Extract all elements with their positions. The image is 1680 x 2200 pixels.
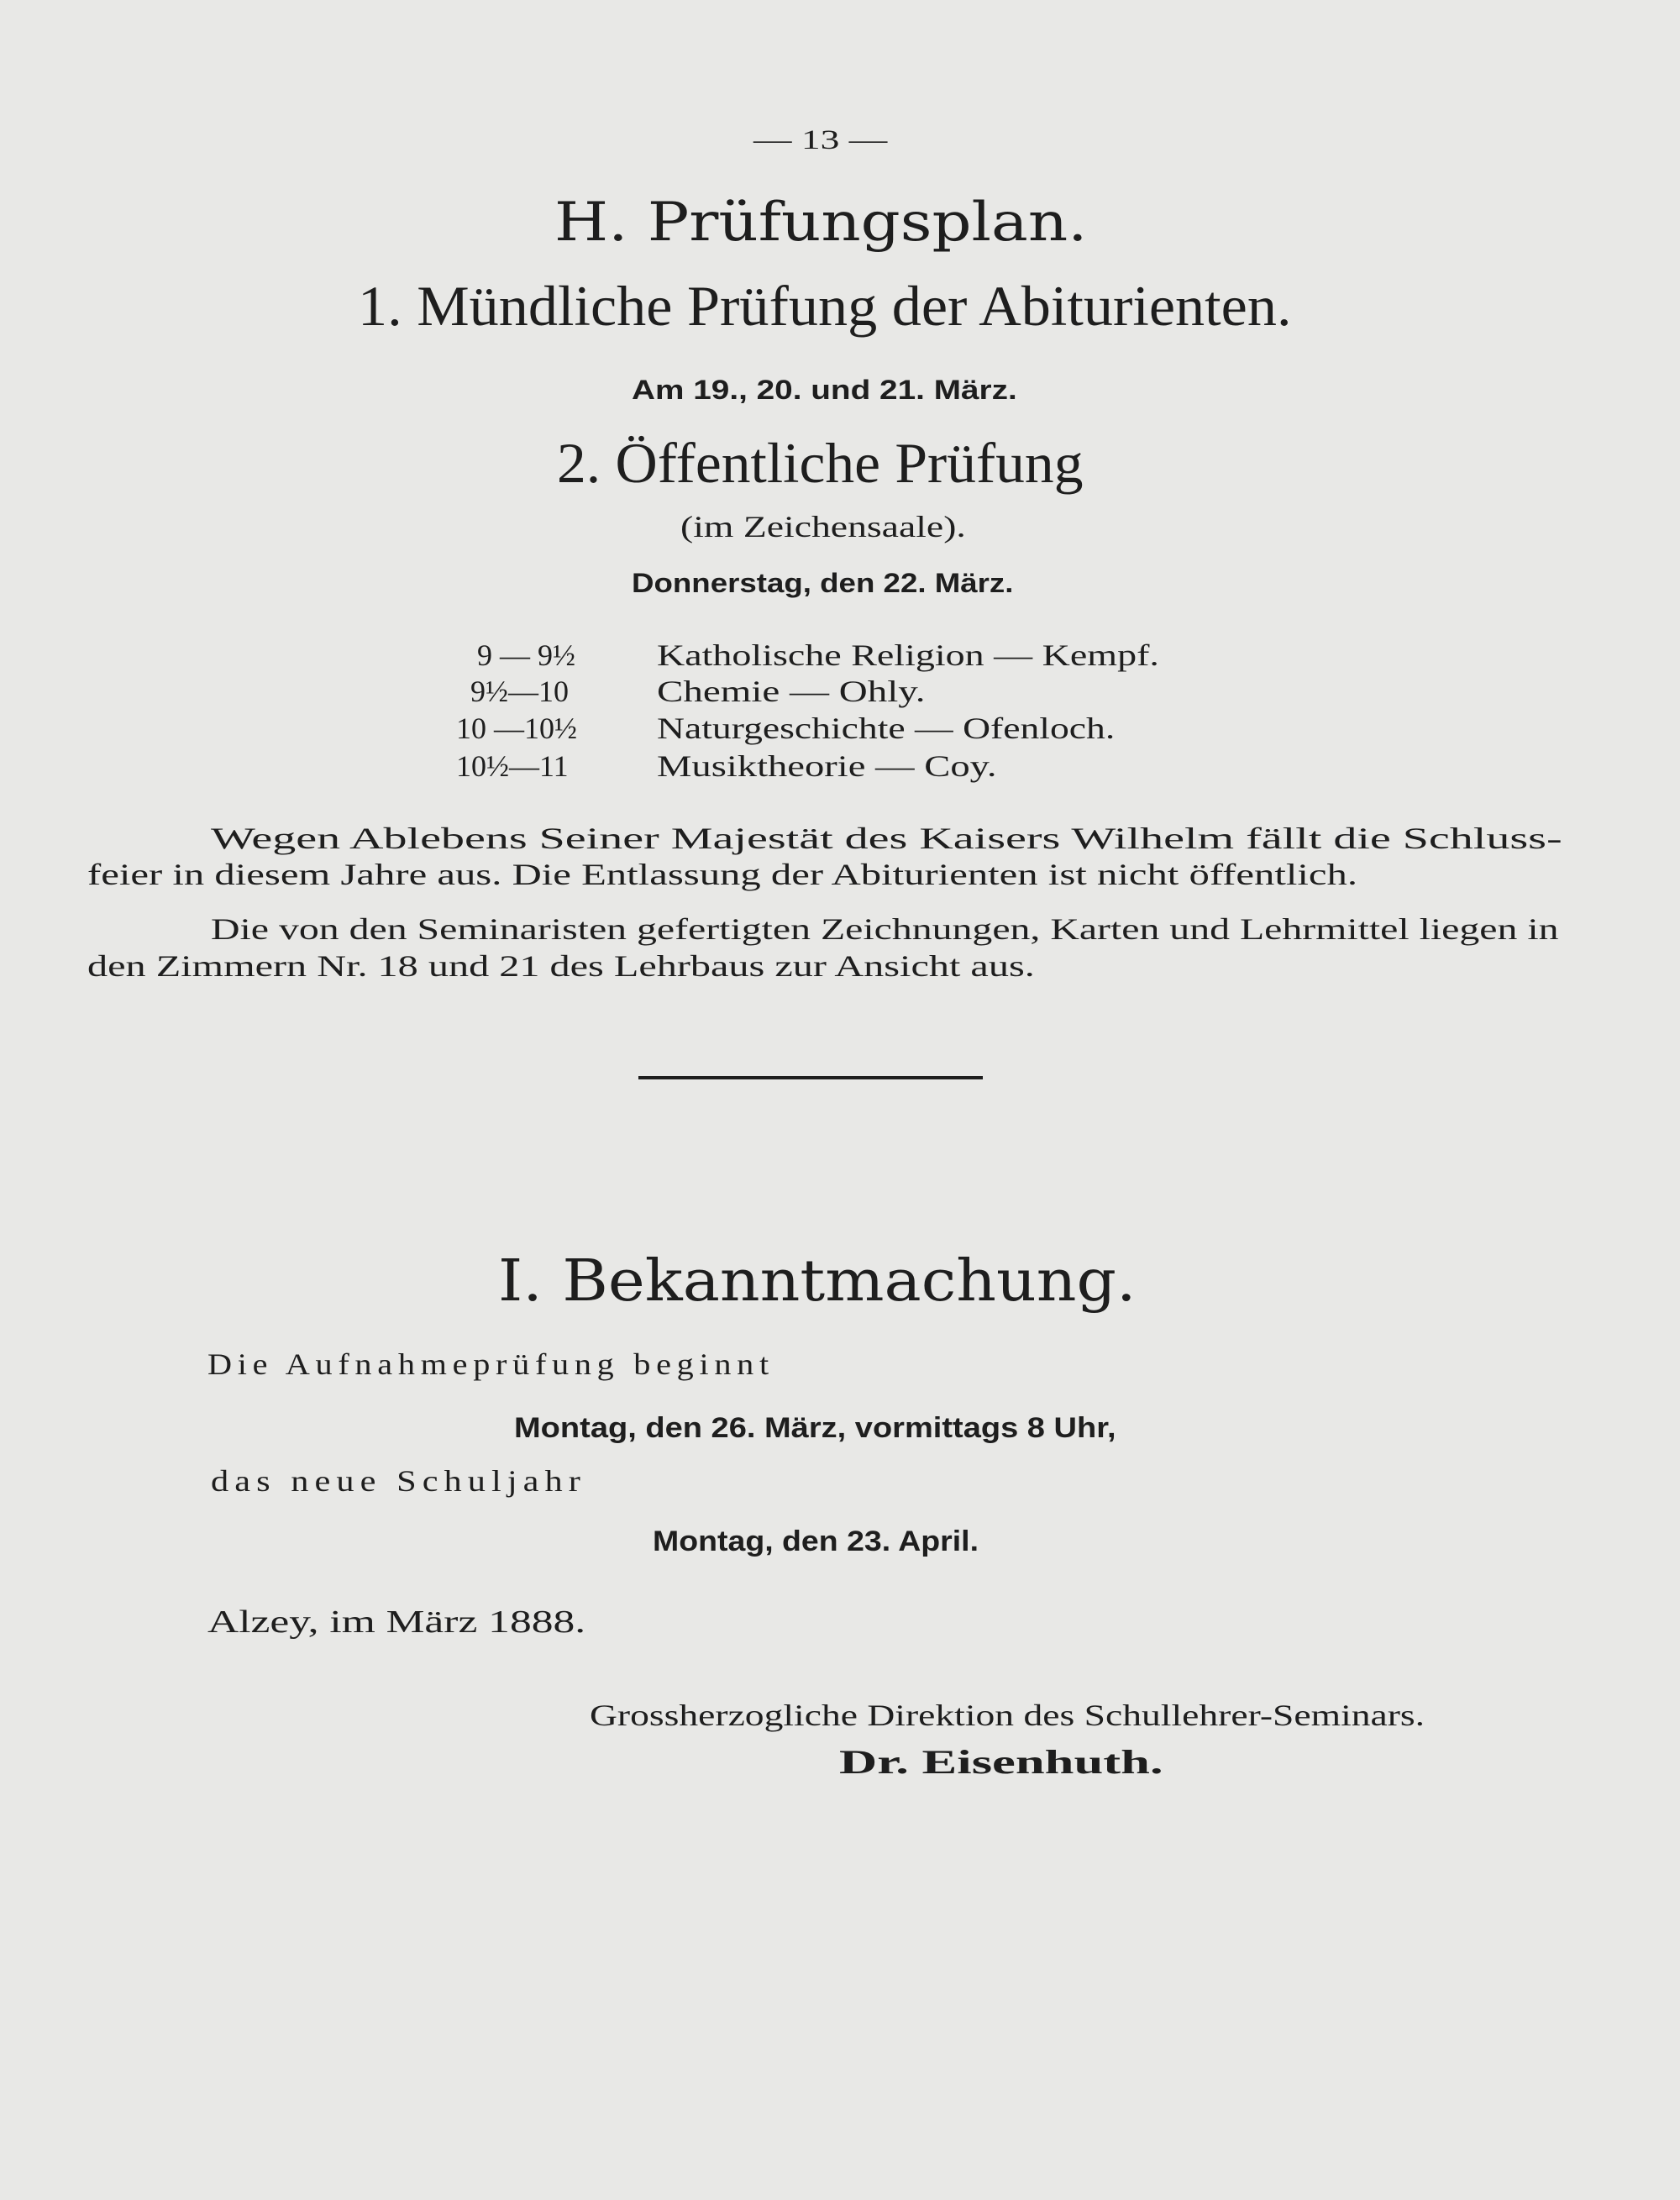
schedule-subject: Katholische Religion — Kempf. [657,638,1159,672]
exhibit-paragraph-line: den Zimmern Nr. 18 und 21 des Lehrbaus zur Ansicht aus. [87,949,1035,983]
schedule-time: 10½—11 [456,749,569,783]
section-i-title: I. Bekanntmachung. [498,1248,1137,1315]
subsection-public-exam-title: 2. Öffentliche Prüfung [557,431,1084,495]
section-divider [638,1076,983,1079]
place-and-date: Alzey, im März 1888. [207,1604,586,1640]
subsection-oral-exam-title: 1. Mündliche Prüfung der Abiturienten. [358,274,1292,338]
notice-paragraph-line: Wegen Ablebens Seiner Majestät des Kaisers Wilhelm fällt die Schluss- [211,822,1562,855]
school-year-text: das neue Schuljahr [211,1464,586,1498]
oral-exam-dates: Am 19., 20. und 21. März. [632,375,1017,405]
schedule-time: 9 — 9½ [477,638,575,672]
schedule-subject: Musiktheorie — Coy. [657,749,997,783]
schedule-subject: Naturgeschichte — Ofenloch. [657,711,1116,745]
signature-organization: Grossherzogliche Direktion des Schullehrer-Seminars. [590,1699,1425,1732]
school-year-date: Montag, den 23. April. [653,1525,979,1557]
page-number: — 13 — [753,125,888,155]
public-exam-location: (im Zeichensaale). [680,510,966,543]
exhibit-paragraph-line: Die von den Seminaristen gefertigten Zeichnungen, Karten und Lehrmittel liegen in [211,912,1559,946]
admission-exam-text: Die Aufnahmeprüfung beginnt [207,1347,774,1381]
schedule-time: 9½—10 [470,675,569,708]
schedule-time: 10 —10½ [456,711,577,745]
section-h-title: H. Prüfungsplan. [554,192,1088,254]
public-exam-date: Donnerstag, den 22. März. [632,568,1014,598]
admission-exam-date: Montag, den 26. März, vormittags 8 Uhr, [514,1412,1116,1444]
schedule-subject: Chemie — Ohly. [657,675,926,708]
notice-paragraph-line: feier in diesem Jahre aus. Die Entlassung der Abiturienten ist nicht öffentlich. [87,858,1358,891]
signature-name: Dr. Eisenhuth. [839,1743,1163,1781]
